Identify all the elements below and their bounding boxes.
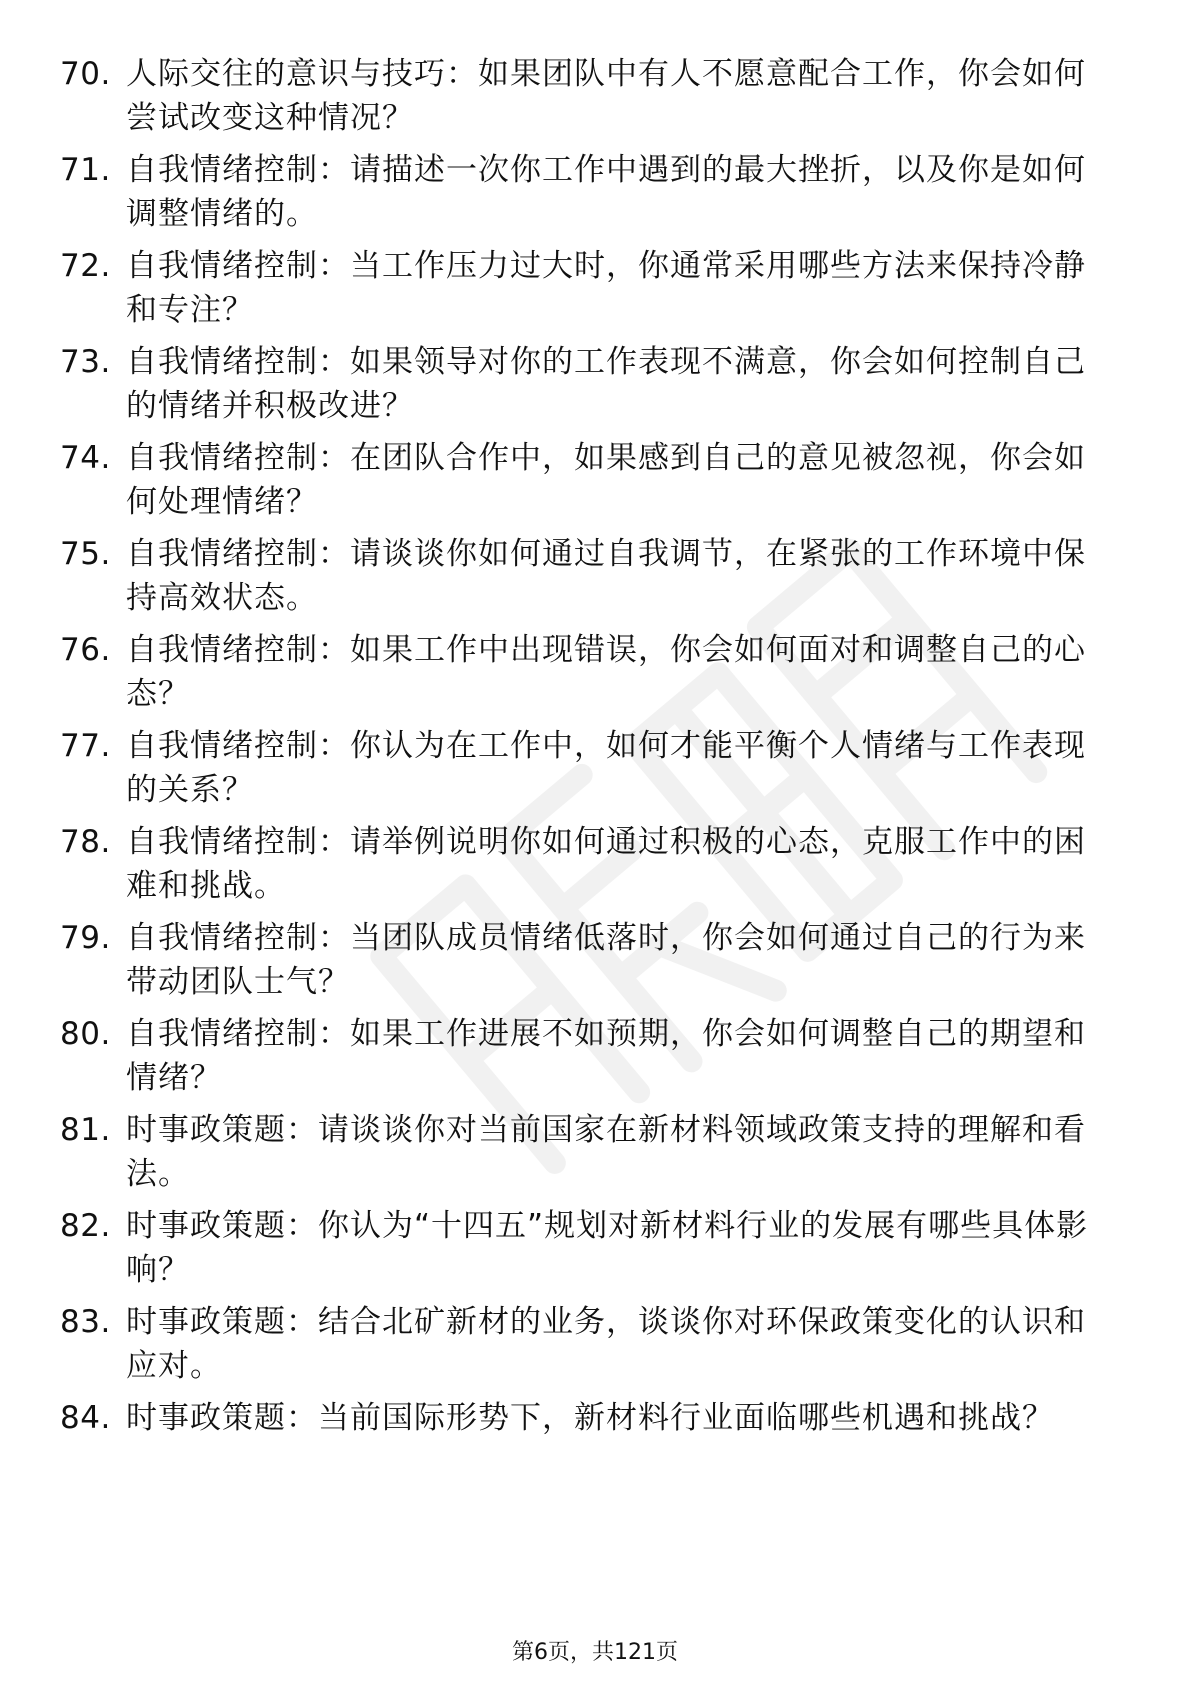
question-text: 自我情绪控制：当工作压力过大时，你通常采用哪些方法来保持冷静和专注？ (126, 248, 1086, 328)
question-number: 77. (60, 728, 111, 764)
question-item (60, 1012, 1110, 1108)
question-item (60, 820, 1110, 916)
question-number: 78. (60, 824, 111, 860)
question-number: 83. (60, 1304, 111, 1340)
question-item (60, 916, 1110, 1012)
question-text: 自我情绪控制：你认为在工作中，如何才能平衡个人情绪与工作表现的关系？ (126, 728, 1086, 808)
question-item (60, 340, 1110, 436)
question-text: 自我情绪控制：请举例说明你如何通过积极的心态，克服工作中的困难和挑战。 (126, 824, 1086, 904)
question-item (60, 628, 1110, 724)
question-item (60, 244, 1110, 340)
question-number: 84. (60, 1400, 111, 1436)
question-text: 自我情绪控制：在团队合作中，如果感到自己的意见被忽视，你会如何处理情绪？ (126, 440, 1086, 520)
question-item (60, 52, 1110, 148)
question-number: 82. (60, 1208, 111, 1244)
question-item (60, 1204, 1110, 1300)
question-text: 时事政策题：结合北矿新材的业务，谈谈你对环保政策变化的认识和应对。 (126, 1304, 1086, 1384)
question-text: 自我情绪控制：如果领导对你的工作表现不满意，你会如何控制自己的情绪并积极改进？ (126, 344, 1086, 424)
question-item (60, 148, 1110, 244)
question-item (60, 1396, 1110, 1492)
question-number: 70. (60, 56, 111, 92)
question-number: 73. (60, 344, 111, 380)
question-number: 72. (60, 248, 111, 284)
question-text: 自我情绪控制：请谈谈你如何通过自我调节，在紧张的工作环境中保持高效状态。 (126, 536, 1086, 616)
question-number: 80. (60, 1016, 111, 1052)
question-number: 74. (60, 440, 111, 476)
question-text: 自我情绪控制：请描述一次你工作中遇到的最大挫折，以及你是如何调整情绪的。 (126, 152, 1086, 232)
question-text: 时事政策题：请谈谈你对当前国家在新材料领域政策支持的理解和看法。 (126, 1112, 1086, 1192)
question-number: 76. (60, 632, 111, 668)
question-item (60, 436, 1110, 532)
question-number: 79. (60, 920, 111, 956)
question-text: 自我情绪控制：当团队成员情绪低落时，你会如何通过自己的行为来带动团队士气？ (126, 920, 1086, 1000)
question-text: 自我情绪控制：如果工作中出现错误，你会如何面对和调整自己的心态？ (126, 632, 1086, 712)
question-number: 81. (60, 1112, 111, 1148)
question-item (60, 1300, 1110, 1396)
question-item (60, 532, 1110, 628)
question-list (60, 52, 1110, 1492)
question-text: 时事政策题：当前国际形势下，新材料行业面临哪些机遇和挑战？ (126, 1400, 1054, 1436)
question-item (60, 1108, 1110, 1204)
question-item (60, 724, 1110, 820)
question-text: 自我情绪控制：如果工作进展不如预期，你会如何调整自己的期望和情绪？ (126, 1016, 1086, 1096)
question-text: 人际交往的意识与技巧：如果团队中有人不愿意配合工作，你会如何尝试改变这种情况？ (126, 56, 1086, 136)
question-number: 75. (60, 536, 111, 572)
question-number: 71. (60, 152, 111, 188)
page-footer: 第6页，共121页 (512, 1640, 678, 1665)
question-text: 时事政策题：你认为“十四五”规划对新材料行业的发展有哪些具体影响？ (126, 1208, 1089, 1288)
